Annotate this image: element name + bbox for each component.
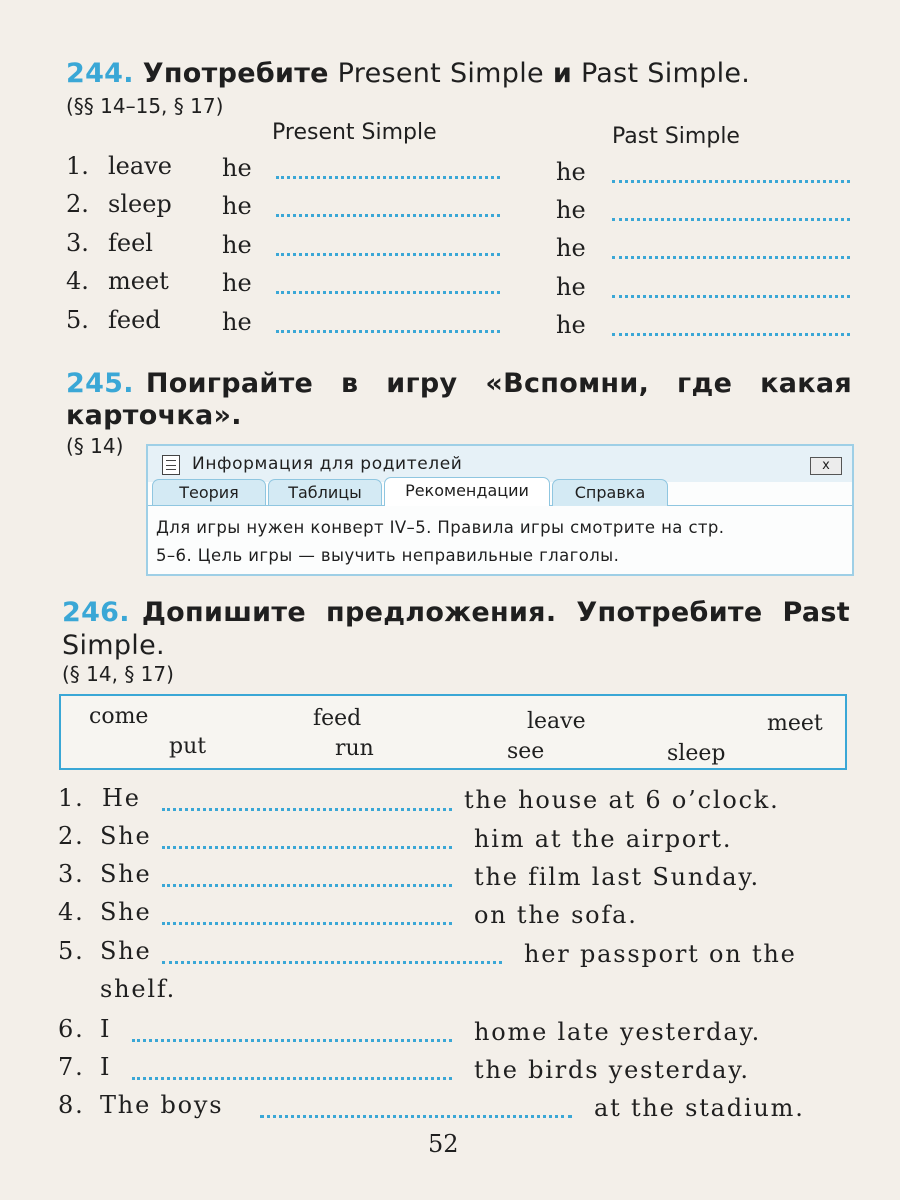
sentence-rest: on the sofa.	[474, 901, 638, 929]
pronoun: he	[222, 231, 252, 259]
window-body-line: 5–6. Цель игры — выучить неправильные глаголы.	[156, 546, 620, 565]
word-item: leave	[527, 709, 586, 734]
sentence-subject: She	[100, 822, 152, 850]
word-item: see	[507, 739, 545, 764]
verb: feed	[108, 306, 161, 334]
ex246-title-line2: Simple.	[62, 630, 165, 661]
pronoun: he	[222, 308, 252, 336]
sentence-number: 3.	[58, 860, 85, 888]
past-answer-line[interactable]	[612, 333, 850, 336]
word-item: feed	[313, 706, 362, 731]
ex244-ref: (§§ 14–15, § 17)	[66, 94, 224, 118]
row-number: 3.	[66, 229, 89, 257]
row-number: 1.	[66, 152, 89, 180]
present-answer-line[interactable]	[276, 291, 500, 294]
sentence-number: 8.	[58, 1091, 85, 1119]
ex244-title-latin2: Past Simple.	[580, 58, 751, 89]
present-answer-line[interactable]	[276, 330, 500, 333]
past-answer-line[interactable]	[612, 256, 850, 259]
ex245-title-line2: карточка».	[66, 400, 242, 431]
answer-line[interactable]	[162, 808, 452, 811]
sentence-number: 5.	[58, 937, 85, 965]
word-box	[59, 694, 847, 770]
ex244-title-mid: и	[552, 58, 573, 89]
ex245-number: 245.	[66, 368, 134, 399]
word-item: put	[169, 734, 207, 759]
tab-tables[interactable]: Таблицы	[268, 479, 382, 506]
pronoun: he	[556, 234, 586, 262]
sentence-number: 2.	[58, 822, 85, 850]
row-number: 2.	[66, 190, 89, 218]
sentence-rest: her passport on the	[524, 940, 797, 968]
sentence-number: 4.	[58, 898, 85, 926]
verb: feel	[108, 229, 153, 257]
ex244-title-prefix: Употребите	[142, 58, 329, 89]
ex244-col-past: Past Simple	[612, 124, 740, 149]
pronoun: he	[556, 196, 586, 224]
window-title: Информация для родителей	[192, 454, 463, 474]
sentence-rest: the house at 6 o’clock.	[464, 786, 780, 814]
ex246-number: 246.	[62, 597, 130, 628]
past-answer-line[interactable]	[612, 295, 850, 298]
sentence-continuation: shelf.	[100, 975, 177, 1003]
ex244-col-present: Present Simple	[272, 120, 437, 145]
answer-line[interactable]	[260, 1115, 572, 1118]
ex246-title-line1: Допишите предложения. Употребите Past	[141, 597, 850, 628]
window-body-line: Для игры нужен конверт IV–5. Правила игры смотрите на стр.	[156, 518, 725, 537]
pronoun: he	[222, 192, 252, 220]
ex246-ref: (§ 14, § 17)	[62, 662, 174, 686]
sentence-subject: He	[102, 784, 141, 812]
verb: meet	[108, 267, 169, 295]
word-item: sleep	[667, 741, 726, 766]
sentence-subject: She	[100, 898, 152, 926]
sentence-subject: The boys	[100, 1091, 224, 1119]
tab-recommendations[interactable]: Рекомендации	[384, 477, 550, 506]
answer-line[interactable]	[162, 846, 452, 849]
answer-line[interactable]	[132, 1039, 452, 1042]
ex245-ref: (§ 14)	[66, 434, 124, 458]
ex245-title-line1: Поиграйте в игру «Вспомни, где какая	[145, 368, 852, 399]
page-number: 52	[428, 1130, 459, 1158]
word-item: come	[89, 704, 149, 729]
sentence-rest: the film last Sunday.	[474, 863, 760, 891]
ex246-heading	[62, 597, 850, 628]
sentence-number: 7.	[58, 1053, 85, 1081]
sentence-rest: him at the airport.	[474, 825, 733, 853]
present-answer-line[interactable]	[276, 253, 500, 256]
answer-line[interactable]	[162, 922, 452, 925]
ex244-heading	[66, 58, 750, 89]
ex244-title-latin1: Present Simple	[337, 58, 544, 89]
verb: sleep	[108, 190, 172, 218]
sentence-number: 1.	[58, 784, 85, 812]
past-answer-line[interactable]	[612, 180, 850, 183]
tab-help[interactable]: Справка	[552, 479, 668, 506]
answer-line[interactable]	[162, 884, 452, 887]
verb: leave	[108, 152, 172, 180]
pronoun: he	[222, 269, 252, 297]
row-number: 5.	[66, 306, 89, 334]
sentence-rest: home late yesterday.	[474, 1018, 762, 1046]
word-item: run	[335, 736, 374, 761]
past-answer-line[interactable]	[612, 218, 850, 221]
present-answer-line[interactable]	[276, 176, 500, 179]
row-number: 4.	[66, 267, 89, 295]
ex245-heading	[66, 368, 852, 399]
word-item: meet	[767, 711, 823, 736]
pronoun: he	[556, 273, 586, 301]
present-answer-line[interactable]	[276, 214, 500, 217]
pronoun: he	[222, 154, 252, 182]
close-button[interactable]: x	[810, 457, 842, 475]
sentence-rest: the birds yesterday.	[474, 1056, 750, 1084]
sentence-number: 6.	[58, 1015, 85, 1043]
parents-info-window	[146, 444, 854, 576]
sentence-rest: at the stadium.	[594, 1094, 805, 1122]
sentence-subject: She	[100, 937, 152, 965]
pronoun: he	[556, 158, 586, 186]
tab-theory[interactable]: Теория	[152, 479, 266, 506]
document-icon	[162, 455, 180, 475]
sentence-subject: She	[100, 860, 152, 888]
sentence-subject: I	[100, 1053, 112, 1081]
sentence-subject: I	[100, 1015, 112, 1043]
ex244-number: 244.	[66, 58, 134, 89]
answer-line[interactable]	[132, 1077, 452, 1080]
answer-line[interactable]	[162, 961, 502, 964]
window-body	[156, 514, 724, 570]
pronoun: he	[556, 311, 586, 339]
